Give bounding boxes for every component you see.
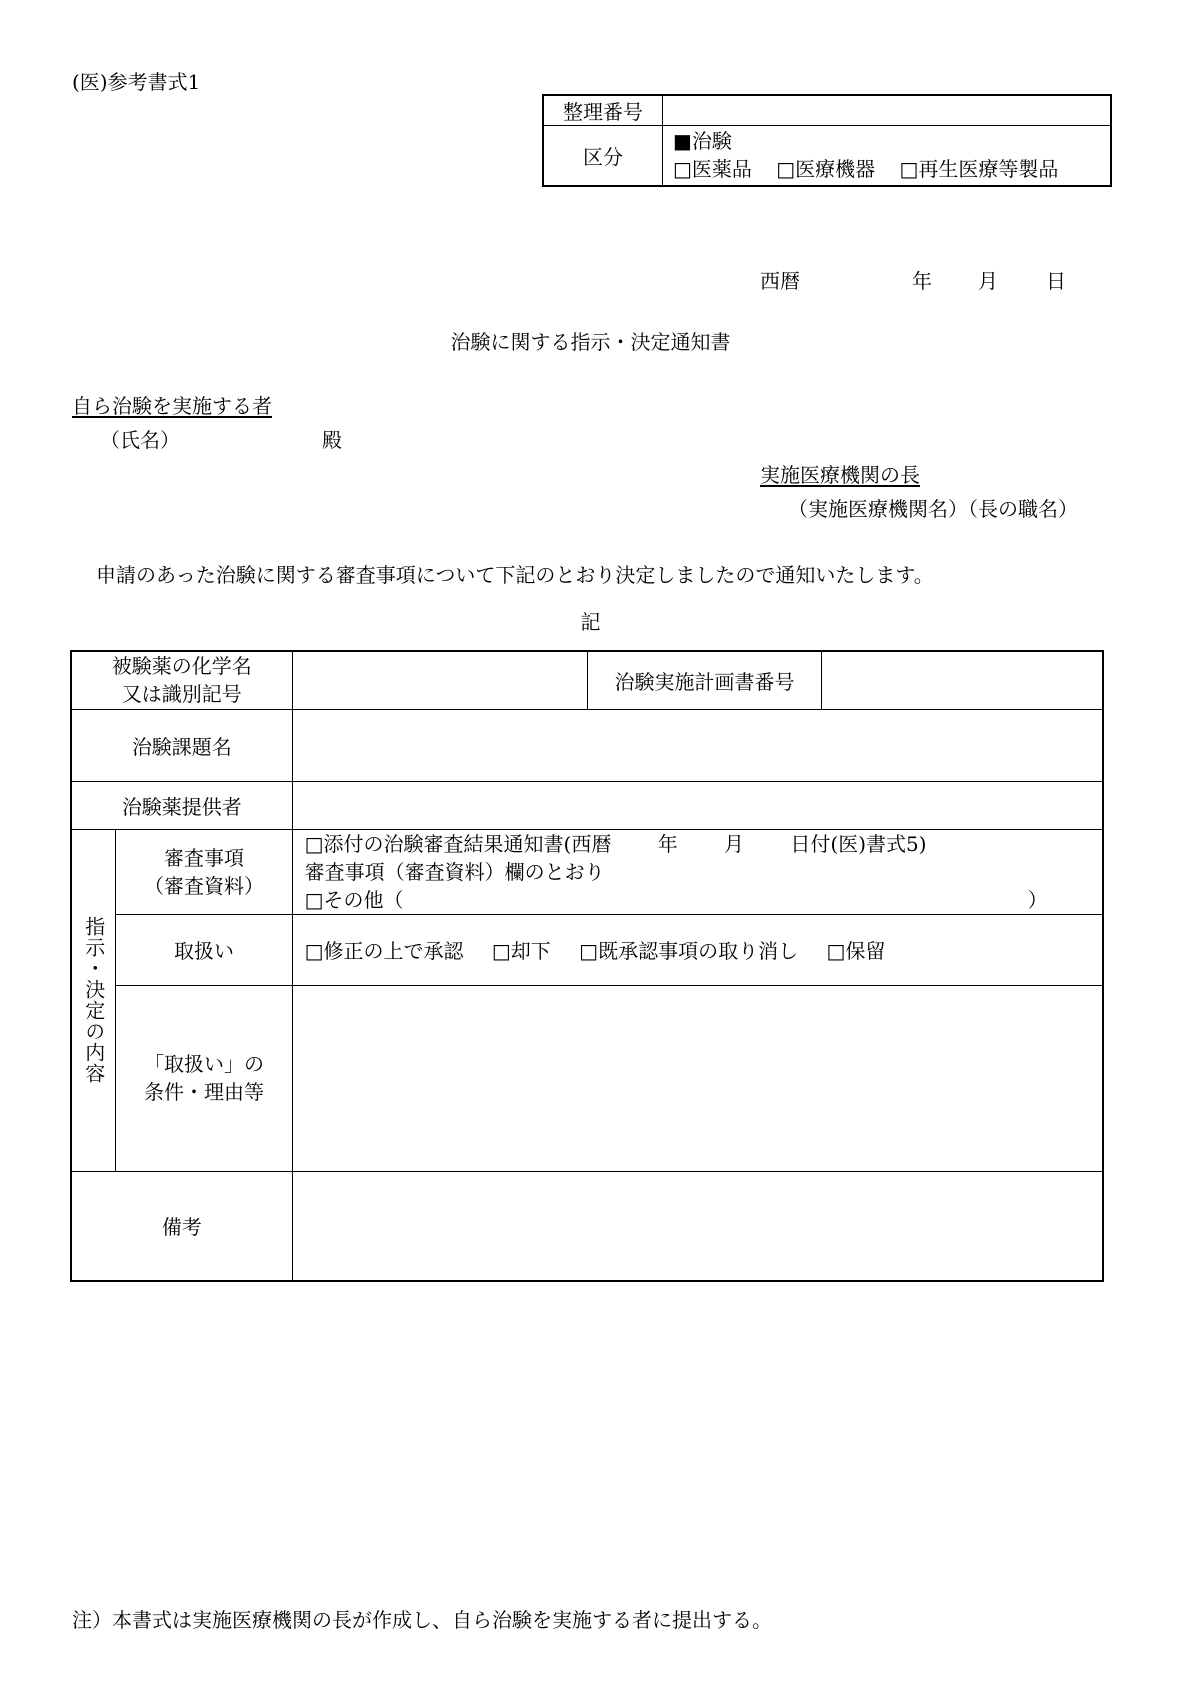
- protocol-no-value[interactable]: [821, 651, 1103, 709]
- protocol-no-label: 治験実施計画書番号: [588, 651, 822, 709]
- sender-name-label: （実施医療機関名）（長の職名）: [788, 497, 1078, 521]
- body-text: 申請のあった治験に関する審査事項について下記のとおり決定しましたので通知いたします。: [96, 563, 934, 587]
- main-table: [70, 650, 1104, 1282]
- form-code: (医)参考書式1: [72, 70, 201, 94]
- chem-name-label: 被験薬の化学名 又は識別記号: [71, 651, 292, 709]
- handling-options: [292, 914, 1103, 985]
- remarks-value[interactable]: [292, 1171, 1103, 1281]
- review-option-other[interactable]: □その他（: [304, 887, 404, 912]
- review-items-options: [292, 829, 1103, 914]
- date-era: 西暦: [760, 269, 800, 293]
- page-title: 治験に関する指示・決定通知書: [450, 330, 731, 354]
- handling-option-reject[interactable]: □却下: [491, 939, 551, 963]
- handling-option-hold[interactable]: □保留: [826, 939, 886, 963]
- date-month: 月: [978, 269, 998, 293]
- conditions-label: 「取扱い」の 条件・理由等: [116, 985, 292, 1171]
- option-device[interactable]: □医療機器: [776, 157, 876, 182]
- category-label: 区分: [543, 126, 663, 186]
- addressee-honorific: 殿: [322, 428, 342, 452]
- ki-label: 記: [580, 610, 601, 634]
- review-items-label: 審査事項 （審査資料）: [116, 829, 292, 914]
- option-drug[interactable]: □医薬品: [673, 157, 752, 182]
- remarks-label: 備考: [71, 1171, 292, 1281]
- date-day: 日: [1046, 269, 1066, 293]
- conditions-value[interactable]: [292, 985, 1103, 1171]
- provider-value[interactable]: [292, 781, 1103, 829]
- addressee-name-label: （氏名）: [100, 428, 180, 452]
- sender-role: 実施医療機関の長: [760, 463, 920, 487]
- date-year: 年: [912, 269, 932, 293]
- trial-title-label: 治験課題名: [71, 709, 292, 781]
- decision-group-label: 指示・決定の内容: [71, 829, 116, 1171]
- handling-option-revoke[interactable]: □既承認事項の取り消し: [579, 939, 799, 963]
- review-option-attached[interactable]: □添付の治験審査結果通知書(西暦 年 月 日付(医)書式5): [304, 831, 927, 856]
- addressee-role: 自ら治験を実施する者: [72, 394, 272, 418]
- reg-no-label: 整理番号: [543, 95, 663, 126]
- header-box: [542, 94, 1112, 187]
- review-option-other-close: ）: [1027, 887, 1048, 912]
- option-regen[interactable]: □再生医療等製品: [899, 157, 1059, 182]
- review-option-attached-note: 審査事項（審査資料）欄のとおり: [304, 859, 605, 884]
- chem-name-value[interactable]: [292, 651, 588, 709]
- footnote: 注）本書式は実施医療機関の長が作成し、自ら治験を実施する者に提出する。: [72, 1608, 772, 1632]
- provider-label: 治験薬提供者: [71, 781, 292, 829]
- reg-no-value[interactable]: [663, 95, 1112, 126]
- handling-label: 取扱い: [116, 914, 292, 985]
- trial-title-value[interactable]: [292, 709, 1103, 781]
- option-trial[interactable]: ■治験: [673, 129, 732, 154]
- handling-option-approve-with-revision[interactable]: □修正の上で承認: [304, 939, 464, 963]
